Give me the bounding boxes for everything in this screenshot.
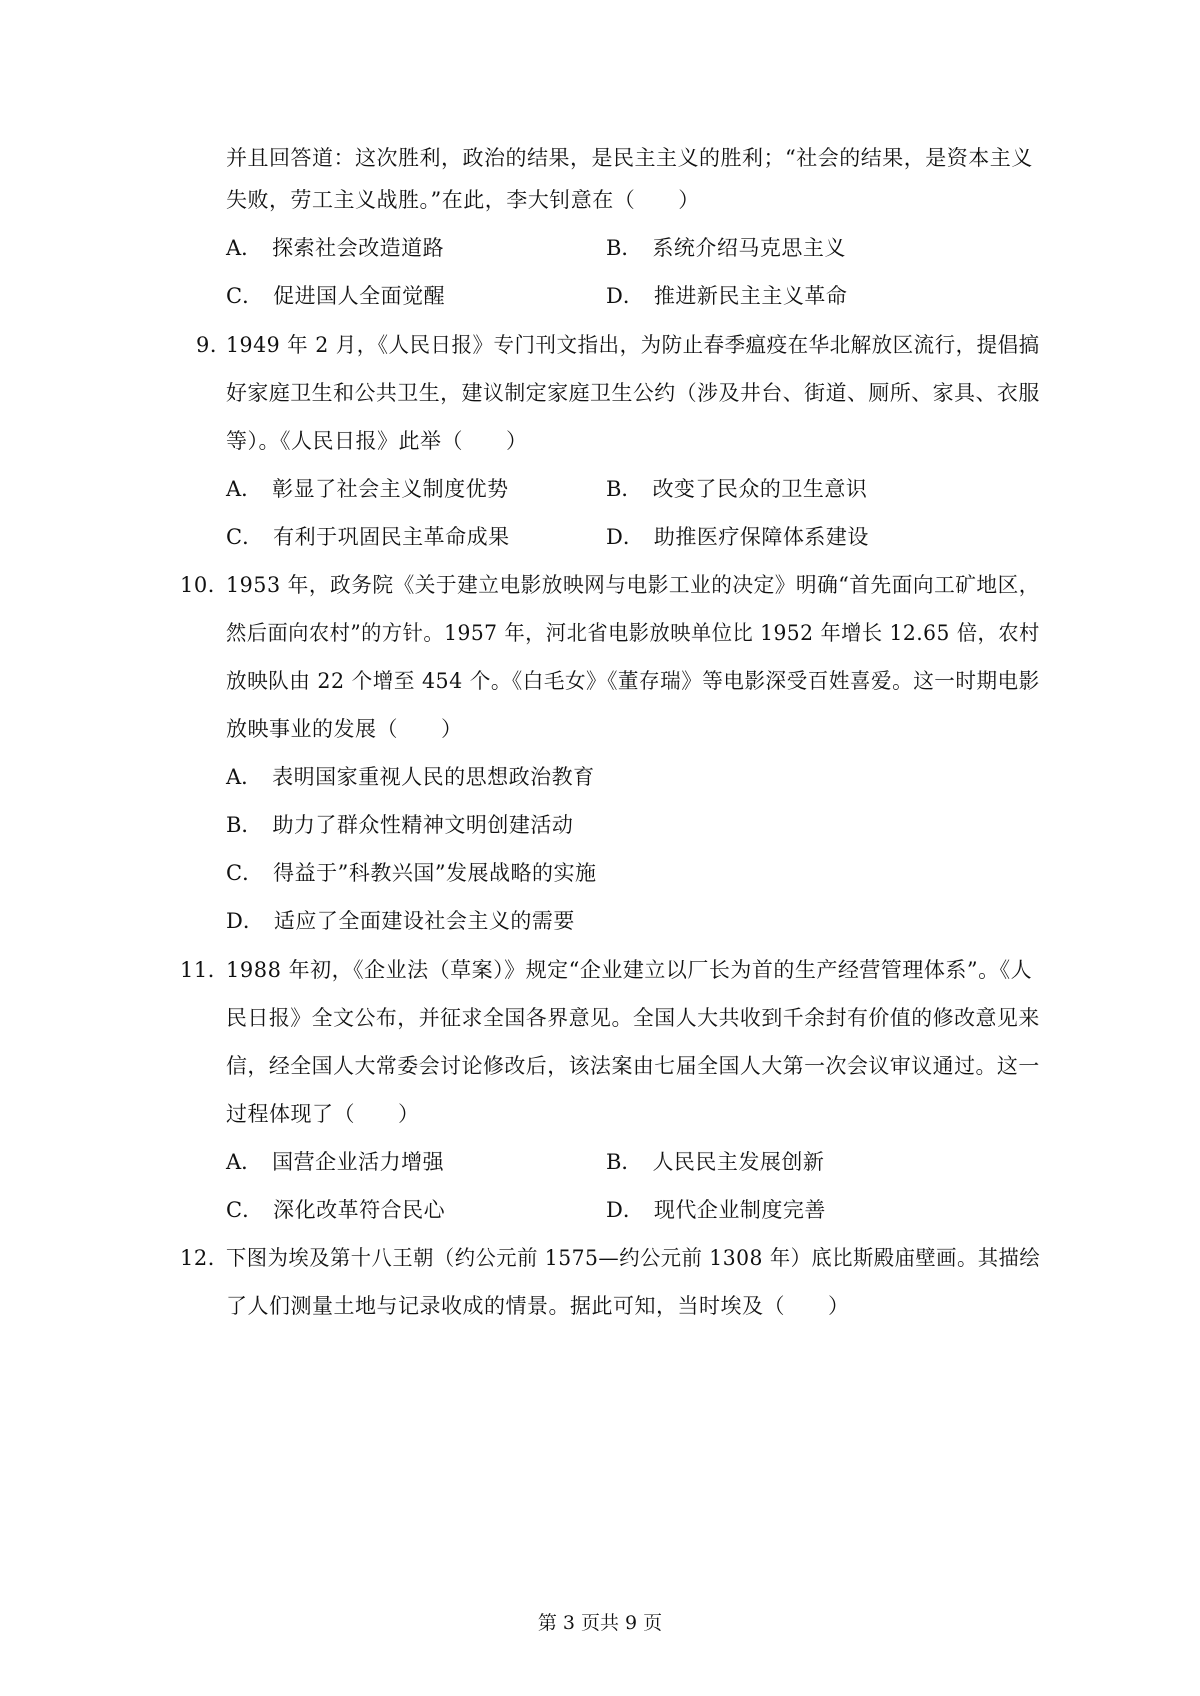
option-text: 表明国家重视人民的思想政治教育: [272, 765, 595, 789]
q10-line-4: 放映事业的发展（ ）: [226, 717, 463, 741]
q11-option-d[interactable]: [606, 1195, 826, 1225]
option-text: 得益于”科教兴国”发展战略的实施: [273, 861, 597, 885]
q8-line-1: 并且回答道：这次胜利，政治的结果，是民主主义的胜利；“社会的结果，是资本主义: [226, 146, 1033, 170]
option-text: 助推医疗保障体系建设: [653, 525, 869, 549]
q9-option-c[interactable]: [226, 522, 510, 552]
option-letter: C．: [226, 861, 264, 885]
q10-line-1: 1953 年，政务院《关于建立电影放映网与电影工业的决定》明确“首先面向工矿地区，: [226, 573, 1040, 597]
q8-option-c[interactable]: [226, 281, 445, 311]
option-text: 探索社会改造道路: [272, 236, 445, 260]
q11-option-a[interactable]: [226, 1147, 444, 1177]
option-letter: B．: [606, 236, 643, 260]
option-text: 有利于巩固民主革命成果: [273, 525, 510, 549]
q11-line-4: 过程体现了（ ）: [226, 1102, 420, 1126]
q10-line-2: 然后面向农村”的方针。1957 年，河北省电影放映单位比 1952 年增长 12.65 倍，农村: [226, 621, 1040, 645]
q9-line-3: 等）。《人民日报》此举（ ）: [226, 429, 528, 453]
q10-option-d[interactable]: [226, 906, 575, 936]
option-letter: B．: [606, 1150, 643, 1174]
option-letter: B．: [606, 477, 643, 501]
q10-option-a[interactable]: [226, 762, 595, 792]
option-letter: D．: [226, 909, 264, 933]
q12-line-1: 下图为埃及第十八王朝（约公元前 1575—约公元前 1308 年）底比斯殿庙壁画。其描绘: [226, 1246, 1041, 1270]
option-text: 助力了群众性精神文明创建活动: [272, 813, 574, 837]
option-letter: A．: [226, 765, 263, 789]
option-text: 现代企业制度完善: [653, 1198, 826, 1222]
q9-line-2: 好家庭卫生和公共卫生，建议制定家庭卫生公约（涉及井台、街道、厕所、家具、衣服: [226, 381, 1040, 405]
q9-line-1: 1949 年 2 月，《人民日报》专门刊文指出，为防止春季瘟疫在华北解放区流行，提倡搞: [226, 333, 1040, 357]
option-letter: C．: [226, 525, 264, 549]
page-number-footer: 第 3 页共 9 页: [537, 1612, 663, 1634]
option-text: 适应了全面建设社会主义的需要: [273, 909, 575, 933]
q8-option-b[interactable]: [606, 233, 846, 263]
q10-option-b[interactable]: [226, 810, 573, 840]
q10-option-c[interactable]: [226, 858, 597, 888]
option-text: 国营企业活力增强: [272, 1150, 445, 1174]
option-letter: A．: [226, 1150, 263, 1174]
option-text: 人民民主发展创新: [652, 1150, 825, 1174]
q10-line-3: 放映队由 22 个增至 454 个。《白毛女》《董存瑞》等电影深受百姓喜爱。这一时期电影: [226, 669, 1040, 693]
q12-line-2: 了人们测量土地与记录收成的情景。据此可知，当时埃及（ ）: [226, 1294, 850, 1318]
q11-option-c[interactable]: [226, 1195, 445, 1225]
option-letter: A．: [226, 477, 263, 501]
option-text: 促进国人全面觉醒: [273, 284, 446, 308]
q11-option-b[interactable]: [606, 1147, 824, 1177]
q10-number: 10．: [180, 573, 230, 597]
q11-line-1: 1988 年初，《企业法（草案）》规定“企业建立以厂长为首的生产经营管理体系”。《人: [226, 958, 1033, 982]
q8-line-2: 失败，劳工主义战胜。”在此，李大钊意在（ ）: [226, 188, 700, 212]
option-letter: D．: [606, 525, 644, 549]
q9-option-a[interactable]: [226, 474, 509, 504]
option-letter: B．: [226, 813, 263, 837]
q8-option-a[interactable]: [226, 233, 444, 263]
option-text: 彰显了社会主义制度优势: [272, 477, 509, 501]
q9-option-d[interactable]: [606, 522, 869, 552]
option-letter: A．: [226, 236, 263, 260]
q9-option-b[interactable]: [606, 474, 867, 504]
option-text: 系统介绍马克思主义: [652, 236, 846, 260]
option-text: 推进新民主主义革命: [653, 284, 848, 308]
q11-number: 11．: [180, 958, 230, 982]
q11-line-3: 信，经全国人大常委会讨论修改后，该法案由七届全国人大第一次会议审议通过。这一: [226, 1054, 1040, 1078]
q11-line-2: 民日报》全文公布，并征求全国各界意见。全国人大共收到千余封有价值的修改意见来: [226, 1006, 1040, 1030]
q9-number: 9．: [196, 333, 232, 357]
option-text: 深化改革符合民心: [273, 1198, 446, 1222]
option-text: 改变了民众的卫生意识: [652, 477, 868, 501]
option-letter: C．: [226, 284, 264, 308]
q12-number: 12．: [180, 1246, 230, 1270]
q8-option-d[interactable]: [606, 281, 847, 311]
option-letter: C．: [226, 1198, 264, 1222]
option-letter: D．: [606, 284, 644, 308]
option-letter: D．: [606, 1198, 644, 1222]
